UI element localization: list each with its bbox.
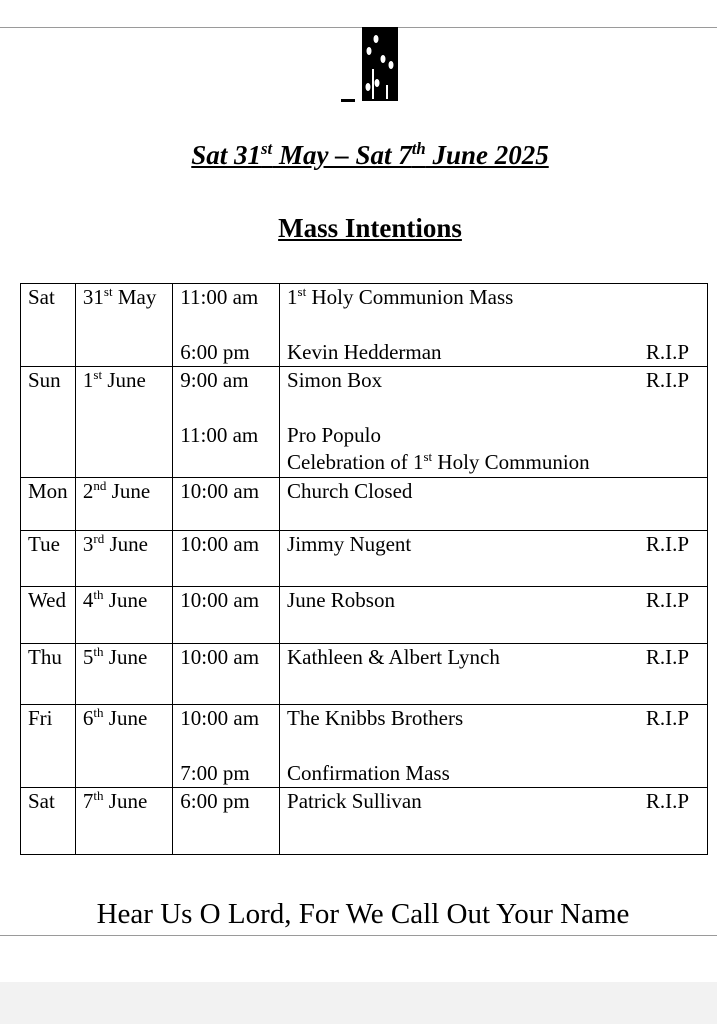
date-cell: 3rd June (75, 531, 172, 587)
table-row (21, 644, 708, 705)
date-cell: 2nd June (75, 478, 172, 531)
mass-intentions-heading: Mass Intentions (278, 213, 462, 243)
table-row (21, 478, 708, 531)
date-cell: 6th June (75, 705, 172, 788)
intention-entry: 1st Holy Communion Mass (287, 284, 514, 309)
table-row (21, 531, 708, 587)
intention-cell (280, 284, 708, 367)
closing-prayer-line: Hear Us O Lord, For We Call Out Your Name (96, 898, 630, 930)
time-entry: 10:00 am (180, 645, 260, 669)
time-cell (173, 367, 280, 478)
rip-note: R.I.P (645, 789, 689, 813)
bottom-divider (0, 935, 717, 936)
intention-entry: Kathleen & Albert Lynch R.I.P (287, 645, 689, 669)
rip-note: R.I.P (645, 368, 689, 392)
day-cell: Thu (21, 644, 76, 705)
day-cell: Sat (21, 284, 76, 367)
intention-entry: Pro Populo (287, 423, 381, 447)
intention-cell (280, 644, 708, 705)
time-entry: 9:00 am (180, 368, 249, 392)
intention-cell (280, 587, 708, 644)
time-entry: 11:00 am (180, 423, 259, 447)
intention-entry: Simon Box R.I.P (287, 368, 689, 392)
time-entry: 6:00 pm (180, 340, 250, 364)
time-cell (173, 644, 280, 705)
intention-entry: Church Closed (287, 479, 413, 503)
intention-cell (280, 478, 708, 531)
candles-logo-icon (339, 25, 405, 107)
time-entry: 11:00 am (180, 285, 259, 309)
intention-entry: Patrick Sullivan R.I.P (287, 789, 689, 813)
footer-band (0, 982, 717, 1024)
day-cell: Sat (21, 788, 76, 855)
table-row (21, 587, 708, 644)
time-entry: 10:00 am (180, 706, 260, 730)
rip-note: R.I.P (645, 588, 689, 612)
rip-note: R.I.P (645, 532, 689, 556)
mass-intentions-table (20, 283, 708, 855)
date-cell: 31st May (75, 284, 172, 367)
intention-entry-continued: Celebration of 1st Holy Communion (287, 449, 590, 474)
time-entry: 10:00 am (180, 532, 260, 556)
intention-entry: The Knibbs Brothers R.I.P (287, 706, 689, 730)
time-cell (173, 587, 280, 644)
table-row (21, 284, 708, 367)
time-cell (173, 705, 280, 788)
date-cell: 5th June (75, 644, 172, 705)
rip-note: R.I.P (645, 645, 689, 669)
date-cell: 7th June (75, 788, 172, 855)
day-cell: Tue (21, 531, 76, 587)
rip-note: R.I.P (645, 340, 689, 364)
intention-cell (280, 788, 708, 855)
table-row (21, 705, 708, 788)
day-cell: Sun (21, 367, 76, 478)
time-entry: 10:00 am (180, 588, 260, 612)
table-row (21, 788, 708, 855)
week-range-title: Sat 31st May – Sat 7th June 2025 (191, 139, 549, 170)
time-cell (173, 531, 280, 587)
intention-cell (280, 531, 708, 587)
time-entry: 6:00 pm (180, 789, 250, 813)
rip-note: R.I.P (645, 706, 689, 730)
intention-cell (280, 367, 708, 478)
day-cell: Fri (21, 705, 76, 788)
date-cell: 1st June (75, 367, 172, 478)
intention-entry: Kevin Hedderman R.I.P (287, 340, 689, 364)
table-row (21, 367, 708, 478)
time-cell (173, 788, 280, 855)
time-cell (173, 478, 280, 531)
intention-cell (280, 705, 708, 788)
intention-entry: June Robson R.I.P (287, 588, 689, 612)
time-cell (173, 284, 280, 367)
day-cell: Mon (21, 478, 76, 531)
day-cell: Wed (21, 587, 76, 644)
time-entry: 7:00 pm (180, 761, 250, 785)
date-cell: 4th June (75, 587, 172, 644)
intention-entry: Confirmation Mass (287, 761, 450, 785)
intention-entry: Jimmy Nugent R.I.P (287, 532, 689, 556)
time-entry: 10:00 am (180, 479, 260, 503)
